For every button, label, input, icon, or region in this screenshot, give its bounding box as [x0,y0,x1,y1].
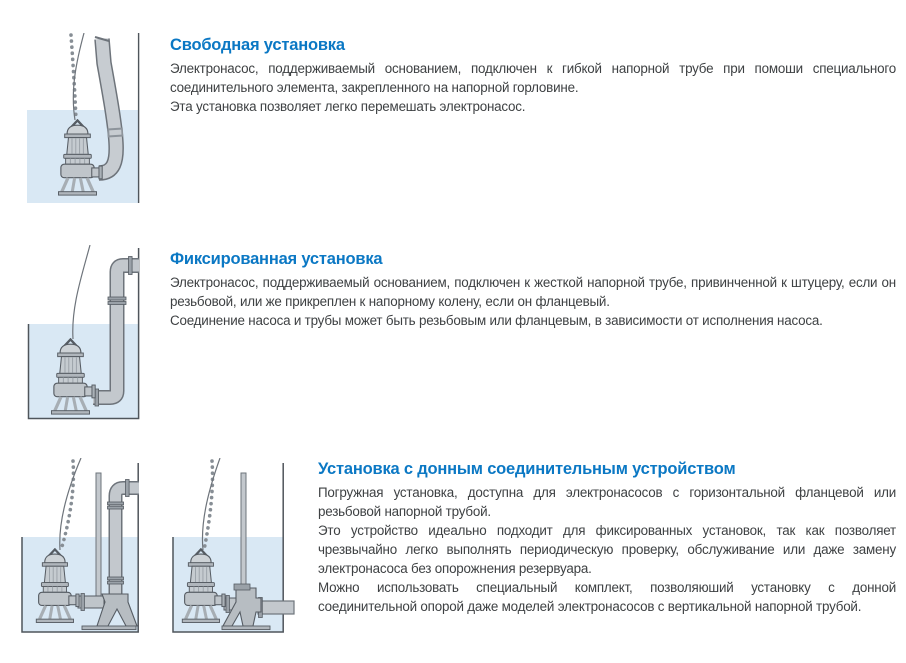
chain-icon [61,461,73,550]
paragraph: Эта установка позволяет легко перемешать электронасос. [170,99,526,114]
section-title: Свободная установка [170,36,345,54]
section-body [170,273,896,330]
paragraph: Погружная установка, доступна для электронасосов с горизонтальной фланцевой или резьбовой напорной трубой. [318,485,896,519]
fixed-installation-figure [27,245,140,420]
paragraph: Можно использовать специальный комплект, позволяюший установку с донной соединительной опорой даже моделей электронасосов с вертикальной напорной трубой. [318,580,896,614]
paragraph: Это устройство идеально подходит для фиксированных установок, так как позволяет чрезвычайно легко выполнять периодическую проверку, обслуживание или даже замену электронасоса без опорожнения резервуара. [318,523,896,576]
section-title: Фиксированная установка [170,250,383,268]
paragraph: Электронасос, поддерживаемый основанием, подключен к гибкой напорной трубе при помоши специального соединительного элемента, закрепленного на напорной горловине. [170,61,896,95]
section-free-installation [170,36,896,116]
paragraph: Электронасос, поддерживаемый основанием, подключен к жесткой напорной трубе, привинченной к штуцеру, если он резьбовой, или же прикреплен к напорному колену, если он фланцевый. [170,275,896,309]
section-title: Установка с донным соединительным устройством [318,460,736,478]
section-body [318,483,896,616]
guide-rail [241,473,246,593]
bottom-coupling-vertical-figure [20,458,142,638]
section-bottom-coupling [318,460,896,616]
guide-rail [96,473,101,600]
paragraph: Соединение насоса и трубы может быть резьбовым или фланцевым, в зависимости от исполнения насоса. [170,313,823,328]
section-fixed-installation [170,250,896,330]
bottom-coupling-horizontal-figure [172,458,317,638]
free-installation-figure [27,33,140,203]
rigid-pipe-icon [258,598,294,618]
section-body [170,59,896,116]
chain-icon [204,461,213,550]
